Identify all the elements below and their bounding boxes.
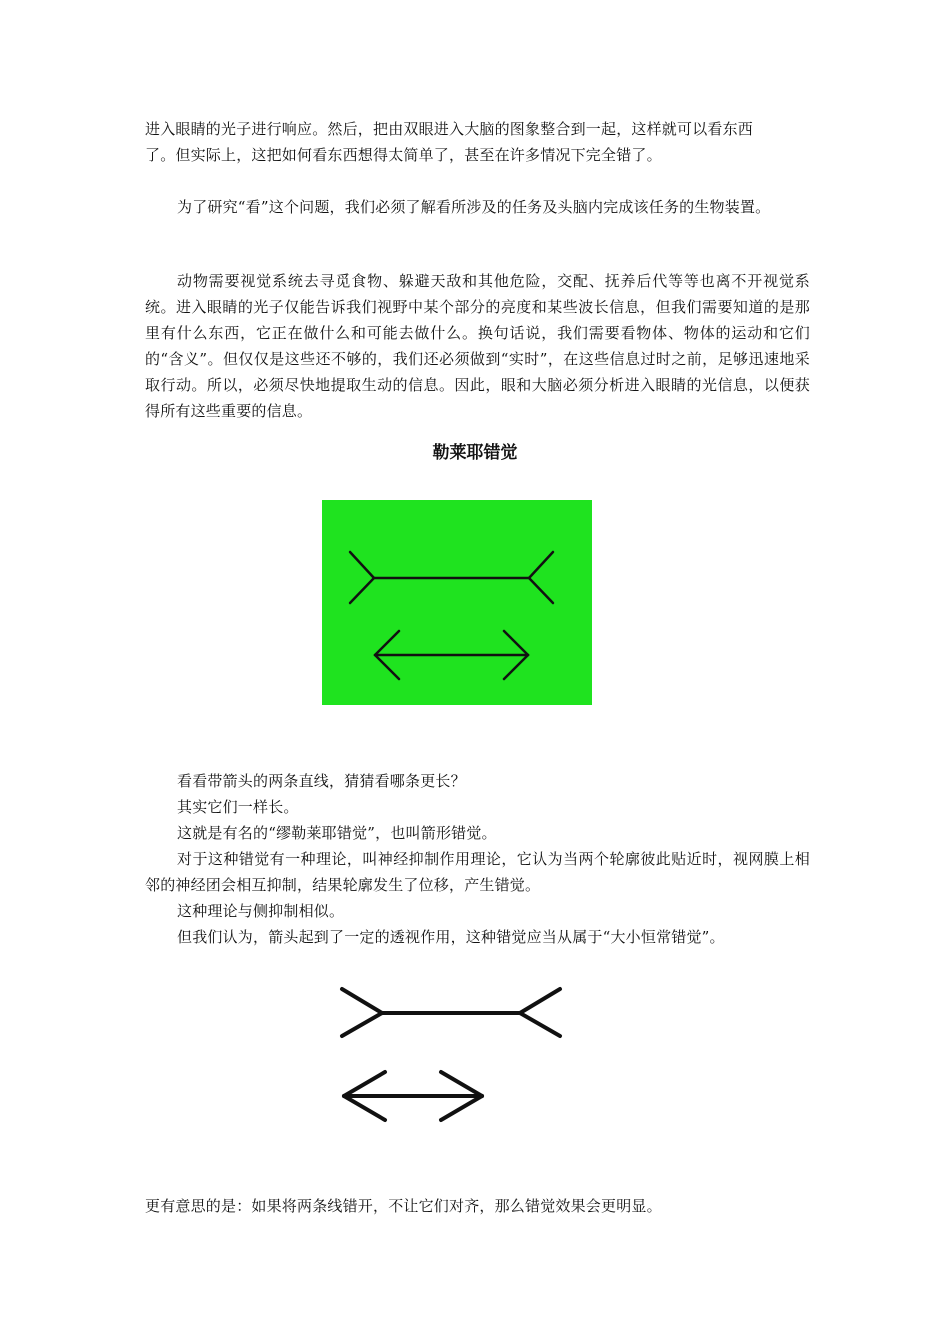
top-right-fin-down [529, 578, 553, 603]
top-left-fin-up-2 [342, 989, 382, 1013]
caption-2: 其实它们一样长。 [177, 798, 299, 816]
section-title: 勒莱耶错觉 [432, 443, 518, 463]
illusion-figure-green [322, 500, 592, 705]
top-right-fin-up [529, 552, 553, 578]
paragraph-3: 动物需要视觉系统去寻觅食物、躲避天敌和其他危险，交配、抚养后代等等也离不开视觉系统。进入眼睛的光子仅能告诉我们视野中某个部分的亮度和某些波长信息，但我们需要知道的是那里有什么东西，它正在做什么和可能去做什么。换句话说，我们需要看物体、物体的运动和它们的“含义”。但仅仅是这些还不够的，我们还必须做到“实时”，在这些信息过时之前，足够迅速地采取行动。所以，必须尽快地提取生动的信息。因此，眼和大脑必须分析进入眼睛的光信息，以便获得所有这些重要的信息。 [145, 272, 810, 420]
caption-1: 看看带箭头的两条直线，猜猜看哪条更长？ [177, 772, 466, 790]
bottom-right-head-down [504, 655, 528, 679]
top-left-fin-down-2 [342, 1013, 382, 1036]
top-right-fin-up-2 [520, 989, 560, 1013]
final-paragraph: 更有意思的是：如果将两条线错开，不让它们对齐，那么错觉效果会更明显。 [145, 1197, 662, 1215]
bottom-right-head-down-2 [441, 1096, 482, 1120]
bottom-right-head-up-2 [441, 1072, 482, 1096]
top-left-fin-down [350, 578, 374, 603]
paragraph-1-line-2: 了。但实际上，这把如何看东西想得太简单了，甚至在许多情况下完全错了。 [145, 146, 662, 164]
paragraph-2: 为了研究“看”这个问题，我们必须了解看所涉及的任务及头脑内完成该任务的生物装置。 [177, 198, 771, 216]
caption-5: 这种理论与侧抑制相似。 [177, 902, 345, 920]
muller-lyer-figure-2 [330, 975, 580, 1135]
bottom-left-head-up [375, 631, 399, 655]
caption-6: 但我们认为，箭头起到了一定的透视作用，这种错觉应当从属于“大小恒常错觉”。 [177, 928, 725, 946]
caption-4: 对于这种错觉有一种理论，叫神经抑制作用理论，它认为当两个轮廓彼此贴近时，视网膜上相邻的神经团会相互抑制，结果轮廓发生了位移，产生错觉。 [145, 850, 810, 894]
muller-lyer-figure-1 [322, 500, 592, 705]
top-left-fin-up [350, 552, 374, 578]
bottom-left-head-up-2 [344, 1072, 385, 1096]
caption-3: 这就是有名的“缪勒莱耶错觉”，也叫箭形错觉。 [177, 824, 497, 842]
top-right-fin-down-2 [520, 1013, 560, 1036]
bottom-right-head-up [504, 631, 528, 655]
illusion-figure-plain [330, 975, 580, 1135]
bottom-left-head-down-2 [344, 1096, 385, 1120]
paragraph-1-line-1: 进入眼睛的光子进行响应。然后，把由双眼进入大脑的图象整合到一起，这样就可以看东西 [145, 120, 754, 138]
bottom-left-head-down [375, 655, 399, 679]
